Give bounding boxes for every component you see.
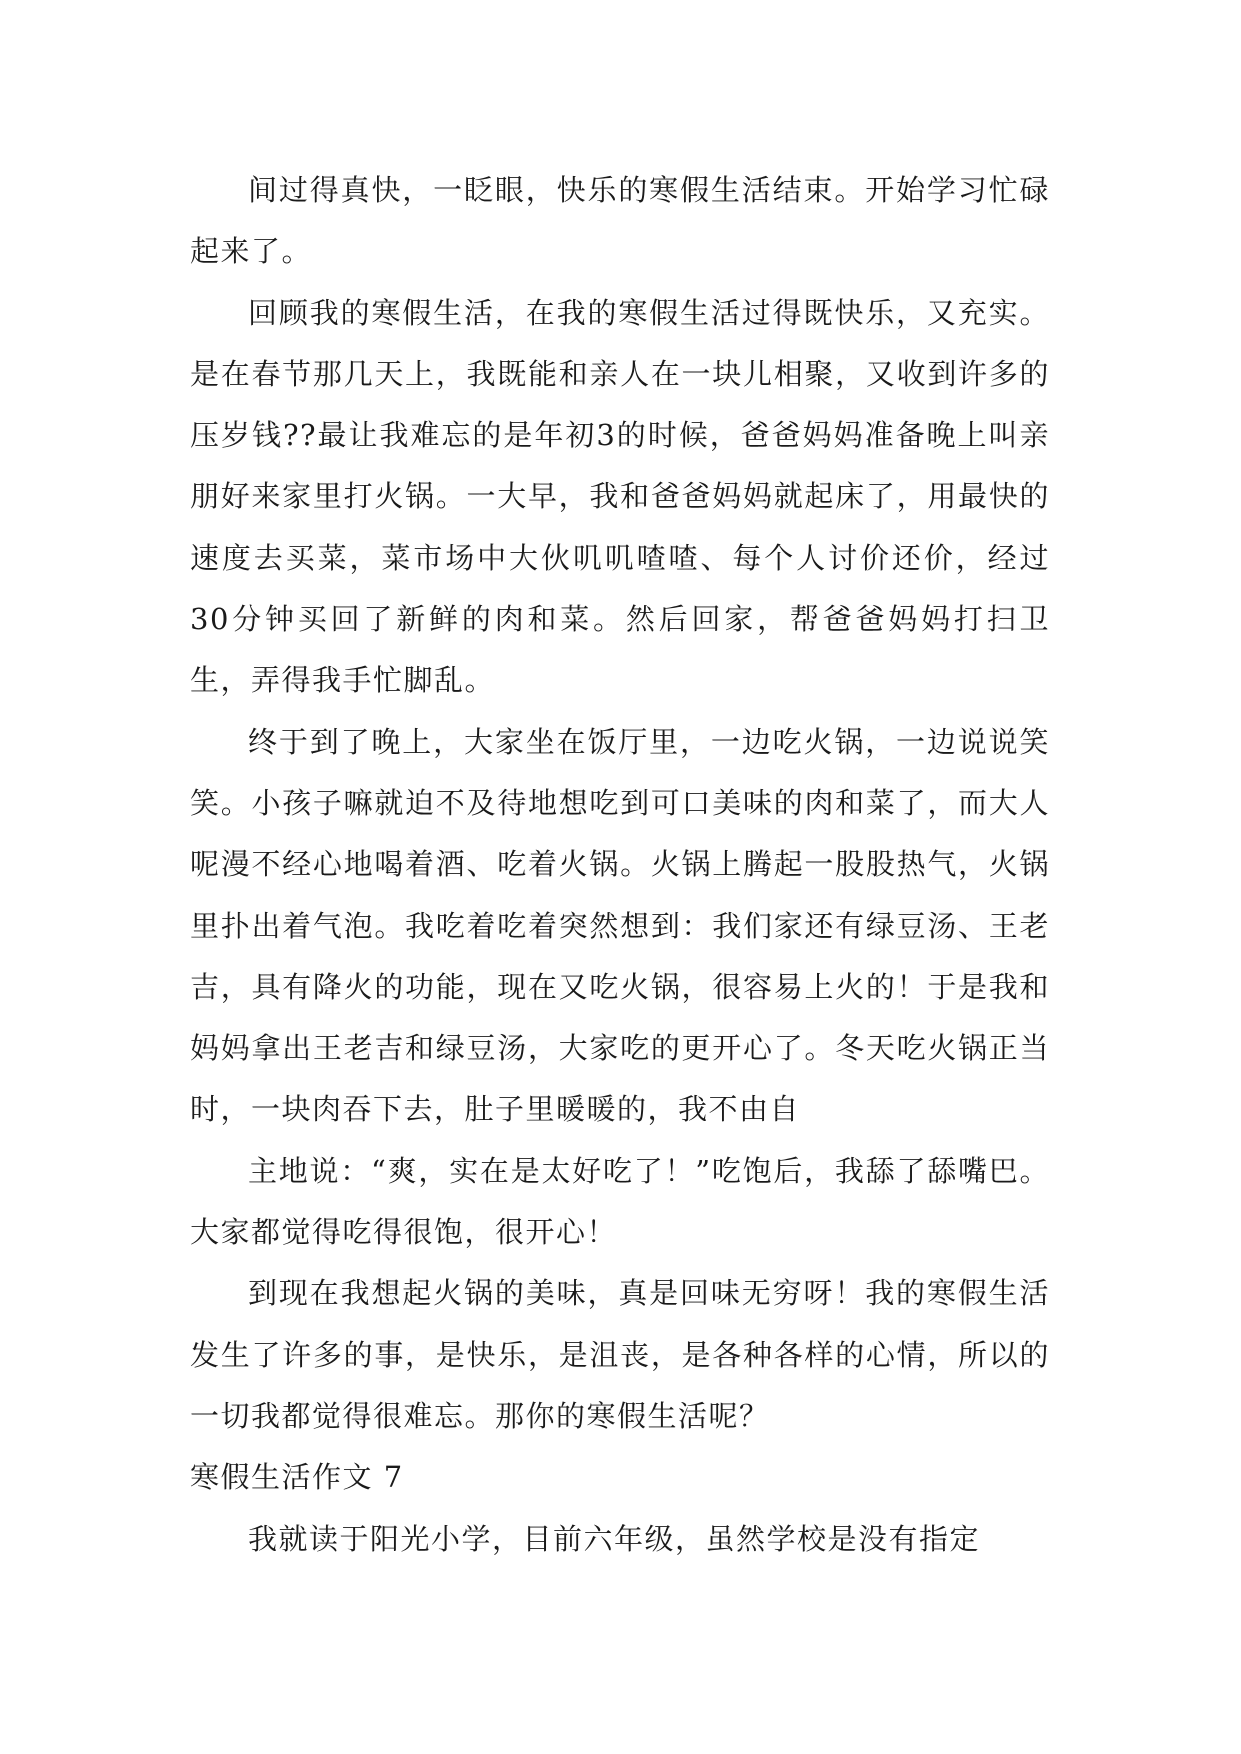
paragraph-3: 终于到了晚上，大家坐在饭厅里，一边吃火锅，一边说说笑笑。小孩子嘛就迫不及待地想吃到可口美味的肉和菜了，而大人呢漫不经心地喝着酒、吃着火锅。火锅上腾起一股股热气，火锅里扑出着气泡。我吃着吃着突然想到：我们家还有绿豆汤、王老吉，具有降火的功能，现在又吃火锅，很容易上火的！于是我和妈妈拿出王老吉和绿豆汤，大家吃的更开心了。冬天吃火锅正当时，一块肉吞下去，肚子里暖暖的，我不由自 (190, 724, 1050, 1127)
paragraph-6: 我就读于阳光小学，目前六年级，虽然学校是没有指定 (248, 1521, 981, 1556)
section-heading: 寒假生活作文 7 (190, 1460, 404, 1495)
paragraph-1: 间过得真快，一眨眼，快乐的寒假生活结束。开始学习忙碌起来了。 (190, 173, 1050, 269)
paragraph-4: 主地说：“爽，实在是太好吃了！”吃饱后，我舔了舔嘴巴。大家都觉得吃得很饱，很开心！ (190, 1153, 1050, 1250)
paragraph-2: 回顾我的寒假生活，在我的寒假生活过得既快乐，又充实。是在春节那几天上，我既能和亲人在一块儿相聚，又收到许多的压岁钱??最让我难忘的是年初3的时候，爸爸妈妈准备晚上叫亲朋好来家里打火锅。一大早，我和爸爸妈妈就起床了，用最快的速度去买菜，菜市场中大伙叽叽喳喳、每个人讨价还价，经过30分钟买回了新鲜的肉和菜。然后回家，帮爸爸妈妈打扫卫生，弄得我手忙脚乱。 (190, 295, 1050, 698)
paragraph-5: 到现在我想起火锅的美味，真是回味无穷呀！我的寒假生活发生了许多的事，是快乐，是沮丧，是各种各样的心情，所以的一切我都觉得很难忘。那你的寒假生活呢？ (190, 1276, 1050, 1433)
document-body (190, 160, 1050, 1570)
